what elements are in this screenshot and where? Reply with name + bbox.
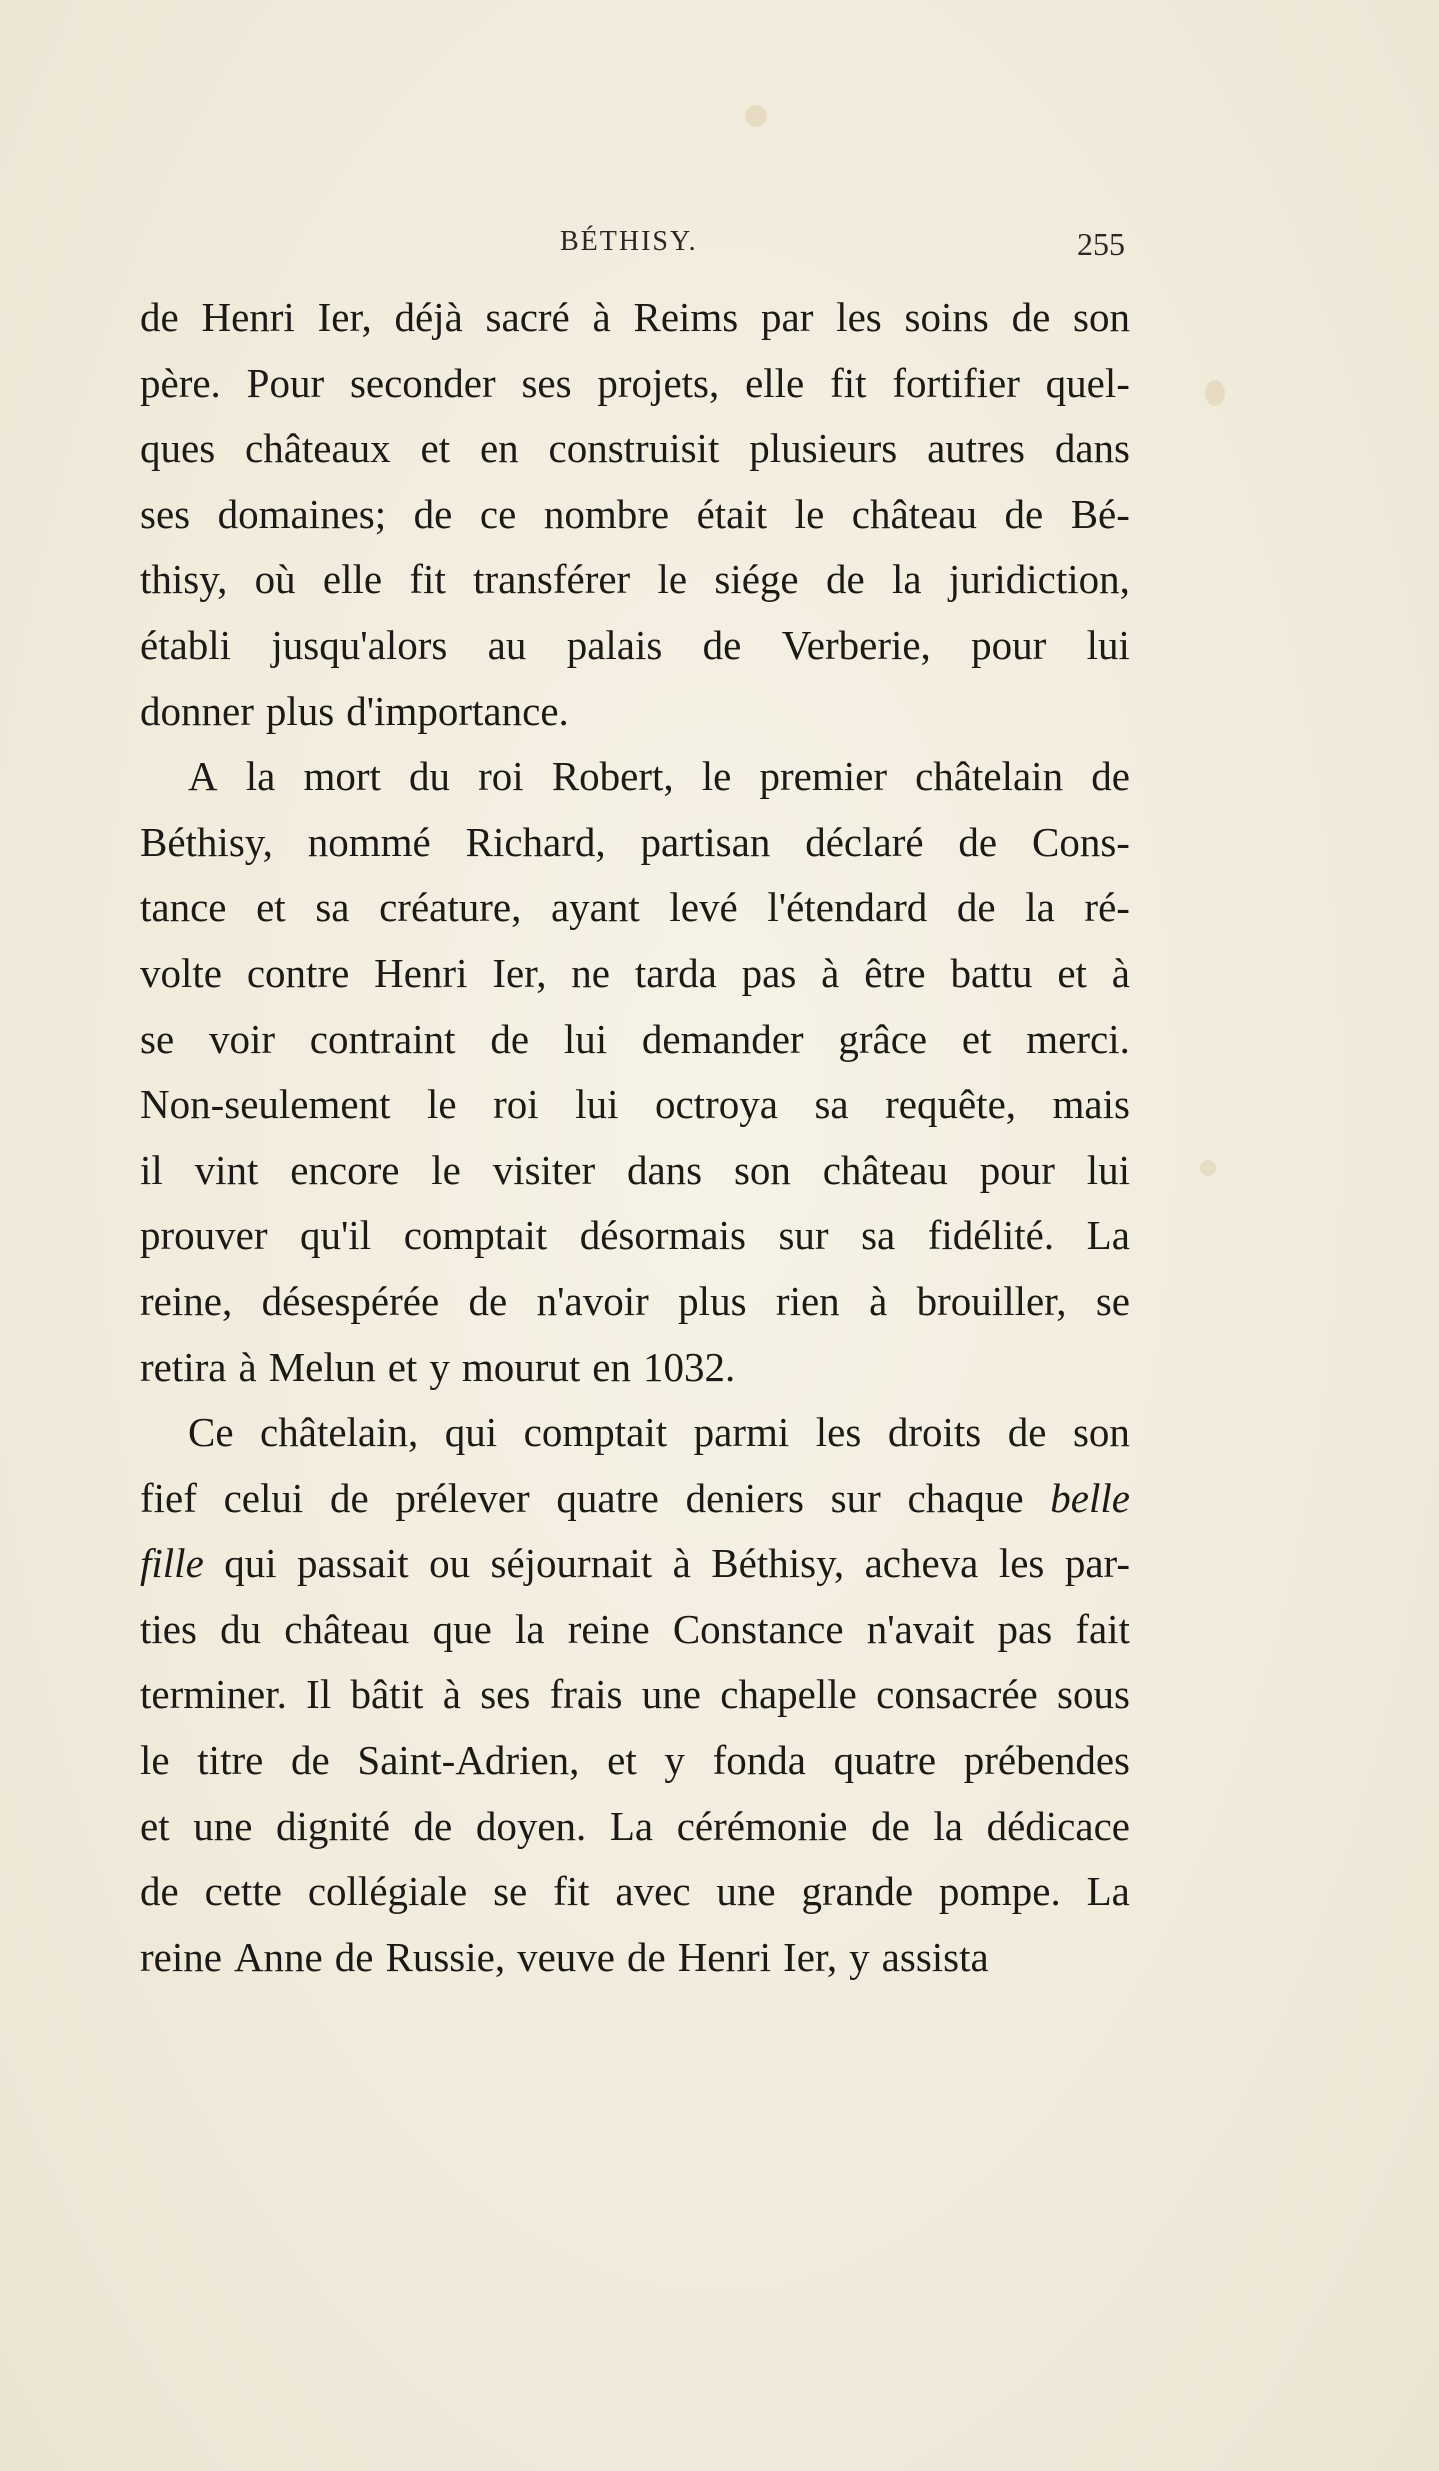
text-line: thisy, où elle fit transférer le siége de la juridiction, [140,556,1130,603]
text-line: établi jusqu'alors au palais de Verberie, pour lui [140,621,1130,668]
text-line: Ce châtelain, qui comptait parmi les droits de son [188,1409,1130,1456]
text-line: le titre de Saint-Adrien, et y fonda quatre prébendes [140,1737,1130,1784]
page-header [140,226,1125,266]
text-line: il vint encore le visiter dans son château pour lui [140,1146,1130,1193]
text-line: retira à Melun et y mourut en 1032. [140,1343,736,1390]
text-line: reine, désespérée de n'avoir plus rien à brouiller, se [140,1277,1130,1324]
text-line: de Henri Ier, déjà sacré à Reims par les soins de son [140,294,1130,340]
text-line: de cette collégiale se fit avec une grande pompe. La [140,1868,1130,1915]
foxing-spot [1200,1160,1216,1176]
body-text [140,285,1130,1990]
text-line: tance et sa créature, ayant levé l'étendard de la ré- [140,884,1130,931]
text-line: se voir contraint de lui demander grâce et merci. [140,1015,1130,1062]
text-line: fief celui de prélever quatre deniers sur chaque belle [140,1474,1130,1521]
text-line: Béthisy, nommé Richard, partisan déclaré de Cons- [140,818,1130,865]
text-line: père. Pour seconder ses projets, elle fit fortifier quel- [140,359,1130,406]
text-line: terminer. Il bâtit à ses frais une chapelle consacrée sous [140,1671,1130,1718]
text-line: volte contre Henri Ier, ne tarda pas à être battu et à [140,949,1130,996]
text-line: fille qui passait ou séjournait à Béthisy, acheva les par- [140,1540,1130,1587]
text-line: ties du château que la reine Constance n'avait pas fait [140,1605,1130,1652]
text-line: ques châteaux et en construisit plusieurs autres dans [140,425,1130,472]
text-line: A la mort du roi Robert, le premier châtelain de [188,753,1130,800]
foxing-spot [745,105,767,127]
text-line: reine Anne de Russie, veuve de Henri Ier, y assista [140,1933,989,1980]
foxing-spot [1205,380,1225,406]
text-line: prouver qu'il comptait désormais sur sa fidélité. La [140,1212,1130,1259]
text-line: Non-seulement le roi lui octroya sa requête, mais [140,1081,1130,1128]
page-number: 255 [1077,226,1125,262]
text-line: et une dignité de doyen. La cérémonie de la dédicace [140,1802,1130,1849]
running-title: BÉTHISY. [560,226,698,257]
text-line: donner plus d'importance. [140,687,569,734]
text-line: ses domaines; de ce nombre était le château de Bé- [140,490,1130,537]
